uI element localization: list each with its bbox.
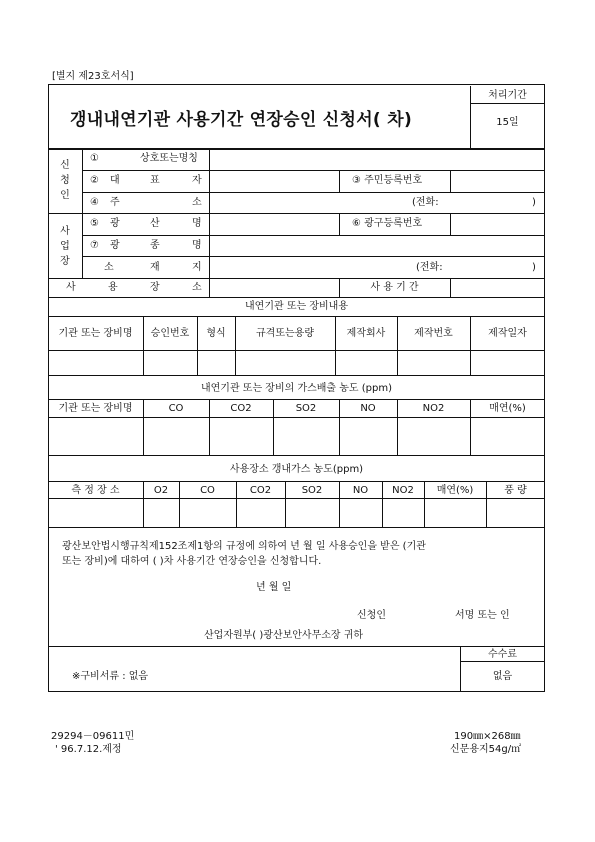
engine-col-type: 형식 — [206, 328, 226, 339]
mine-no: ⑤ — [90, 218, 99, 229]
mine-name-field[interactable] — [210, 214, 338, 234]
type-label-2: 종 — [150, 240, 160, 251]
form-code: [별지 제23호서식] — [52, 71, 134, 82]
statement-recipient: 산업자원부( )광산보안사무소장 귀하 — [204, 630, 364, 641]
location-field[interactable] — [210, 257, 544, 277]
name-label: 상호또는명칭 — [140, 153, 198, 164]
type-label-3: 명 — [192, 240, 202, 251]
type-no: ⑦ — [90, 240, 99, 251]
rep-label-3: 자 — [192, 175, 202, 186]
footer-size: 190㎜×268㎜ — [454, 731, 521, 742]
gas-col-airflow: 풍 량 — [504, 485, 527, 496]
usage-period-field[interactable] — [451, 279, 544, 296]
mine-gas-section-title: 사용장소 갱내가스 농도(ppm) — [229, 464, 364, 475]
usage-place-label-2: 용 — [108, 282, 118, 293]
engine-col-name: 기관 또는 장비명 — [58, 328, 133, 339]
exhaust-col-so2: SO2 — [295, 403, 317, 414]
usage-period-label: 사 용 기 간 — [370, 282, 419, 293]
gas-col-place: 측 정 장 소 — [71, 485, 120, 496]
footer-paper: 신문용지54g/㎡ — [450, 744, 522, 755]
mine-label-2: 산 — [150, 218, 160, 229]
workplace-phone-label: (전화: — [416, 262, 443, 273]
workplace-group-label-2: 업 — [60, 241, 70, 252]
gas-col-smoke: 매연(%) — [436, 485, 474, 496]
address-field[interactable] — [210, 193, 544, 212]
applicant-group-label-1: 신 — [60, 160, 70, 171]
name-no: ① — [90, 153, 99, 164]
statement-line-2: 또는 장비)에 대하여 ( )차 사용기간 연장승인을 신청합니다. — [62, 556, 322, 567]
gas-col-no: NO — [352, 485, 369, 496]
gas-col-co: CO — [200, 485, 215, 496]
applicant-phone-label: (전화: — [412, 197, 439, 208]
exhaust-col-no: NO — [360, 403, 376, 414]
exhaust-data-row[interactable] — [49, 418, 544, 454]
addr-no: ④ — [90, 197, 99, 208]
gas-col-co2: CO2 — [249, 485, 272, 496]
usage-place-field[interactable] — [210, 279, 338, 296]
mine-gas-data-row[interactable] — [49, 499, 544, 526]
workplace-phone-close: ) — [532, 262, 536, 273]
gas-col-no2: NO2 — [392, 485, 414, 496]
engine-col-spec: 규격또는용량 — [256, 328, 314, 339]
loc-label-2: 재 — [150, 262, 160, 273]
mine-label-1: 광 — [110, 218, 120, 229]
name-field[interactable] — [210, 149, 544, 169]
rep-field[interactable] — [210, 171, 338, 191]
loc-label-3: 지 — [192, 262, 202, 273]
engine-col-approval: 승인번호 — [150, 328, 190, 339]
exhaust-col-name: 기관 또는 장비명 — [58, 403, 133, 414]
engine-data-row[interactable] — [49, 351, 544, 374]
usage-place-label-1: 사 — [66, 282, 76, 293]
mineral-field[interactable] — [210, 236, 544, 255]
footer-date: ' 96.7.12.제정 — [55, 744, 122, 755]
engine-section-title: 내연기관 또는 장비내용 — [245, 301, 348, 312]
applicant-phone-close: ) — [532, 197, 536, 208]
engine-col-date: 제작일자 — [488, 328, 527, 339]
statement-line-1: 광산보안법시행규칙제152조제1항의 규정에 의하여 년 월 일 사용승인을 받은 (기관 — [62, 541, 426, 552]
applicant-group-label-2: 청 — [60, 175, 70, 186]
statement-sign: 서명 또는 인 — [455, 610, 510, 621]
workplace-group-label-1: 사 — [60, 226, 70, 237]
usage-place-label-4: 소 — [192, 282, 202, 293]
type-label-1: 광 — [110, 240, 120, 251]
addr-label-1: 주 — [110, 197, 120, 208]
applicant-group-label-3: 인 — [60, 190, 70, 201]
exhaust-col-co2: CO2 — [230, 403, 252, 414]
form-title: 갱내내연기관 사용기간 연장승인 신청서( 차) — [70, 110, 413, 130]
area-no-field[interactable] — [451, 214, 544, 234]
rep-label-1: 대 — [110, 175, 120, 186]
footer-code: 29294－09611민 — [51, 731, 135, 742]
exhaust-col-smoke: 매연(%) — [489, 403, 526, 414]
fee-value: 없음 — [492, 671, 513, 682]
engine-col-serial: 제작번호 — [414, 328, 453, 339]
exhaust-section-title: 내연기관 또는 장비의 가스배출 농도 (ppm) — [200, 383, 393, 394]
mine-label-3: 명 — [192, 218, 202, 229]
fee-label: 수수료 — [488, 649, 517, 660]
rep-no: ② — [90, 175, 99, 186]
usage-place-label-3: 장 — [150, 282, 160, 293]
statement-date: 년 월 일 — [256, 582, 292, 593]
loc-label-1: 소 — [104, 262, 114, 273]
exhaust-col-no2: NO2 — [422, 403, 445, 414]
attachments-label: ※구비서류 : 없음 — [72, 671, 149, 682]
gas-col-so2: SO2 — [301, 485, 323, 496]
area-label: ⑥ 광구등록번호 — [352, 218, 423, 229]
resident-no-field[interactable] — [451, 171, 544, 191]
engine-col-maker: 제작회사 — [346, 328, 386, 339]
processing-period-value: 15일 — [496, 117, 519, 128]
addr-label-2: 소 — [192, 197, 202, 208]
exhaust-col-co: CO — [168, 403, 184, 414]
gas-col-o2: O2 — [153, 485, 169, 496]
rep-label-2: 표 — [150, 175, 160, 186]
resident-no-label: ③ 주민등록번호 — [352, 175, 423, 186]
processing-period-label: 처리기간 — [488, 90, 527, 101]
statement-applicant: 신청인 — [357, 610, 386, 621]
workplace-group-label-3: 장 — [60, 256, 70, 267]
